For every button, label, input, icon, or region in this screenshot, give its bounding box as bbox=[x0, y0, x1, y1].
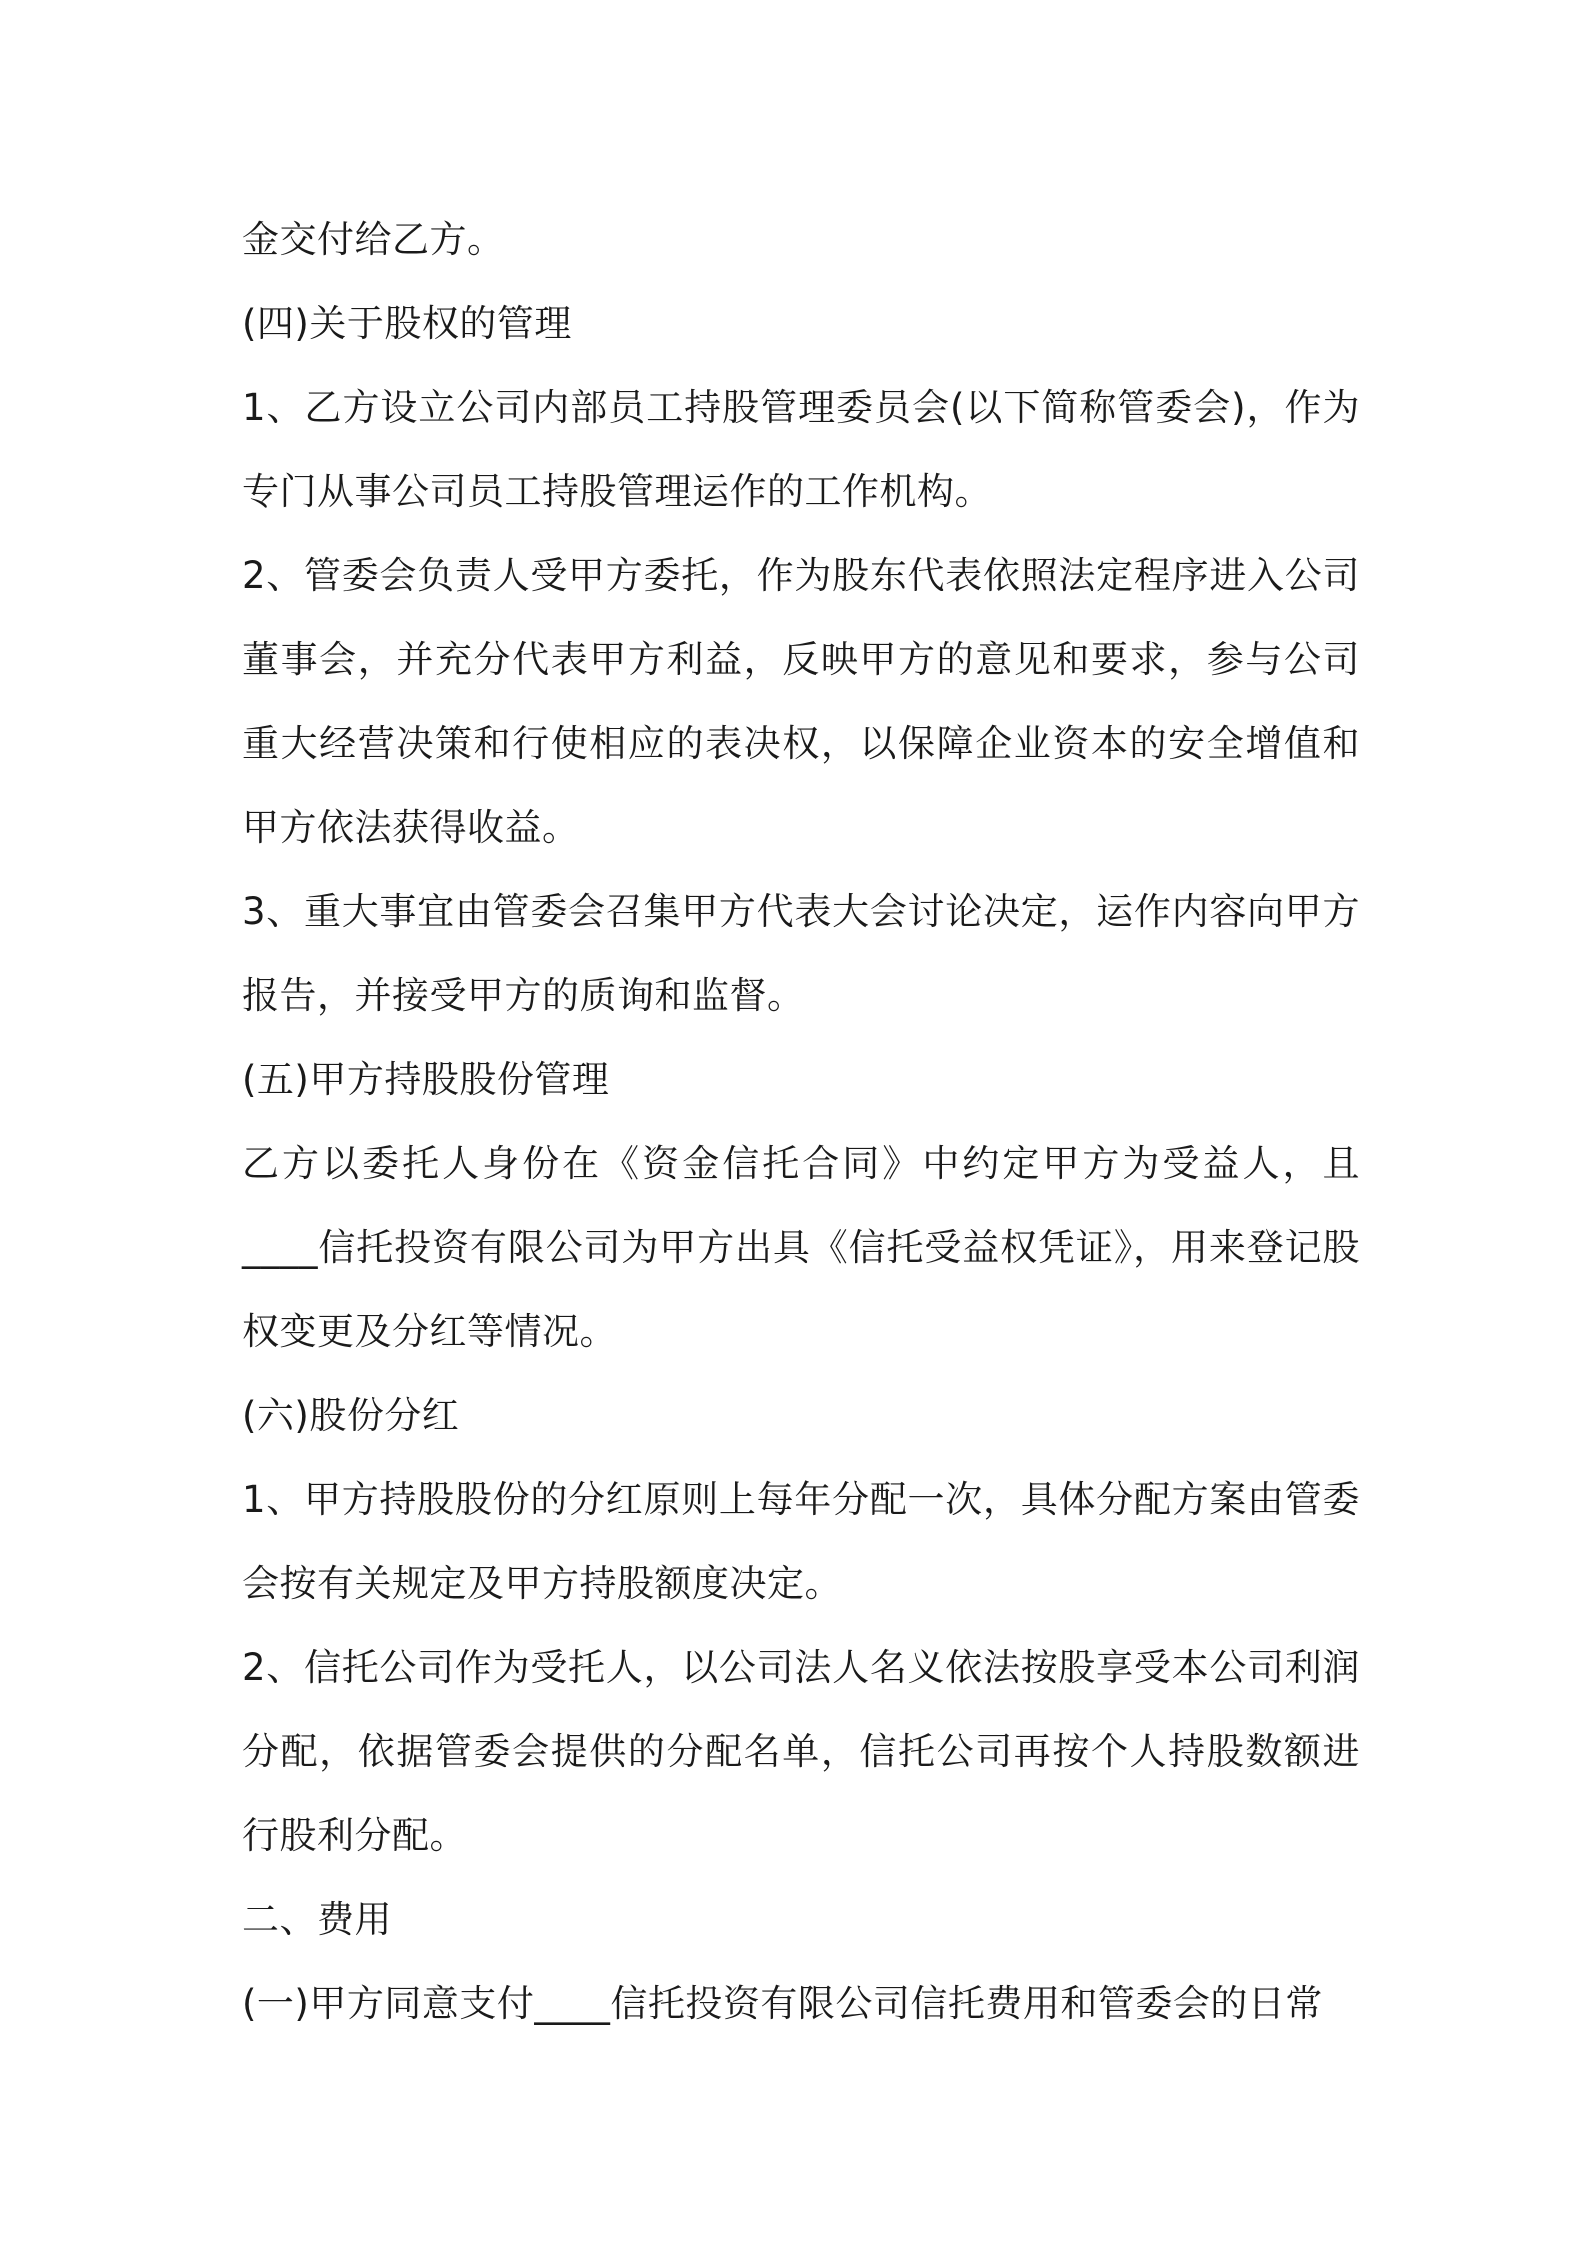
paragraph: 2、管委会负责人受甲方委托，作为股东代表依照法定程序进入公司董事会，并充分代表甲方利益，反映甲方的意见和要求，参与公司重大经营决策和行使相应的表决权，以保障企业资本的安全增值和甲方依法获得收益。 bbox=[242, 554, 1360, 849]
paragraph: 金交付给乙方。 bbox=[242, 218, 505, 261]
section-heading: (五)甲方持股股份管理 bbox=[242, 1058, 610, 1101]
section-heading: 二、费用 bbox=[242, 1898, 392, 1941]
paragraph: 3、重大事宜由管委会召集甲方代表大会讨论决定，运作内容向甲方报告，并接受甲方的质询和监督。 bbox=[242, 890, 1360, 1017]
paragraph: 2、信托公司作为受托人，以公司法人名义依法按股享受本公司利润分配，依据管委会提供的分配名单，信托公司再按个人持股数额进行股利分配。 bbox=[242, 1646, 1360, 1857]
paragraph: 1、甲方持股股份的分红原则上每年分配一次，具体分配方案由管委会按有关规定及甲方持股额度决定。 bbox=[242, 1478, 1360, 1605]
paragraph: (一)甲方同意支付____信托投资有限公司信托费用和管委会的日常 bbox=[242, 1982, 1323, 2025]
section-heading: (六)股份分红 bbox=[242, 1394, 460, 1437]
paragraph: 1、乙方设立公司内部员工持股管理委员会(以下简称管委会)，作为专门从事公司员工持股管理运作的工作机构。 bbox=[242, 386, 1360, 513]
section-heading: (四)关于股权的管理 bbox=[242, 302, 572, 345]
document-body bbox=[242, 198, 1360, 2046]
paragraph: 乙方以委托人身份在《资金信托合同》中约定甲方为受益人，且____信托投资有限公司为甲方出具《信托受益权凭证》，用来登记股权变更及分红等情况。 bbox=[242, 1142, 1360, 1353]
